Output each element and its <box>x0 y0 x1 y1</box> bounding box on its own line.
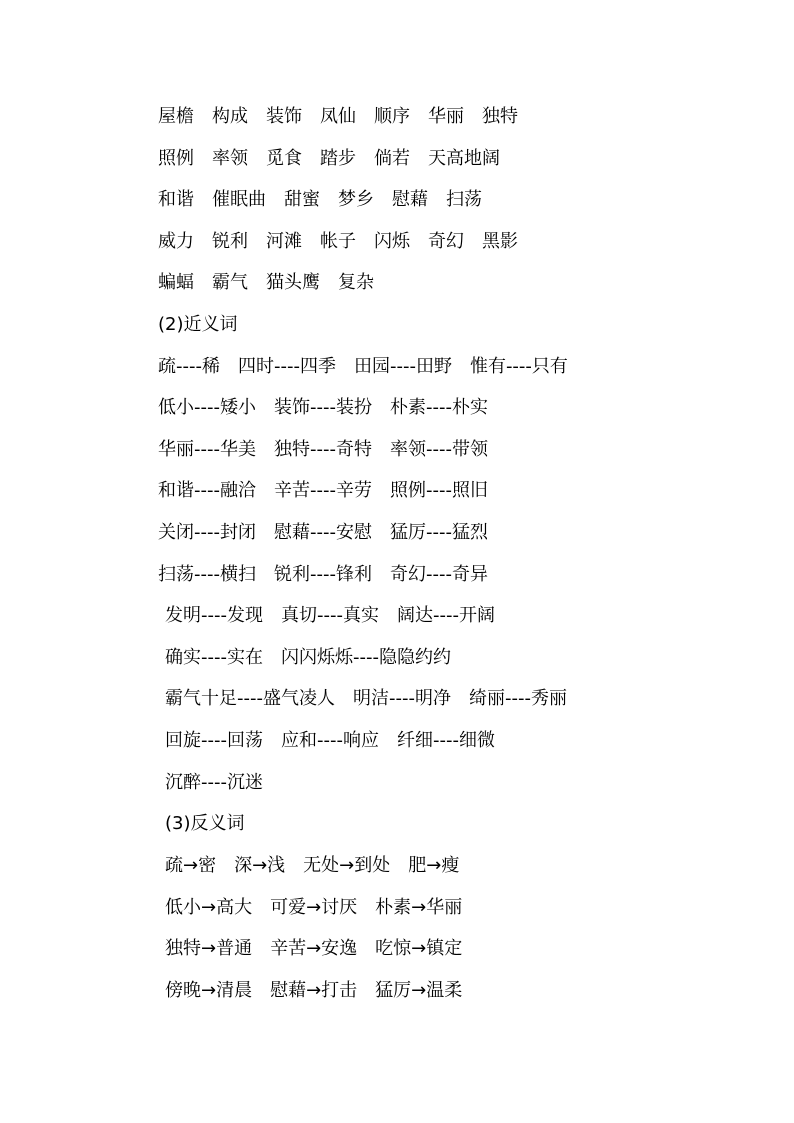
vocab-line: 蝙蝠 霸气 猫头鹰 复杂 <box>158 272 374 293</box>
antonym-line: 低小→高大 可爱→讨厌 朴素→华丽 <box>165 897 463 918</box>
synonym-line: 关闭----封闭 慰藉----安慰 猛厉----猛烈 <box>158 522 488 543</box>
vocab-line: 照例 率领 觅食 踏步 倘若 天高地阔 <box>158 148 500 169</box>
synonym-line: 疏----稀 四时----四季 田园----田野 惟有----只有 <box>158 356 568 377</box>
synonyms-heading: (2)近义词 <box>158 314 238 335</box>
synonym-line: 回旋----回荡 应和----响应 纤细----细微 <box>165 730 495 751</box>
synonym-line: 扫荡----横扫 锐利----锋利 奇幻----奇异 <box>158 564 488 585</box>
synonym-line: 低小----矮小 装饰----装扮 朴素----朴实 <box>158 397 488 418</box>
synonym-line: 确实----实在 闪闪烁烁----隐隐约约 <box>165 647 451 668</box>
vocab-line: 屋檐 构成 装饰 凤仙 顺序 华丽 独特 <box>158 106 518 127</box>
antonym-line: 独特→普通 辛苦→安逸 吃惊→镇定 <box>165 938 463 959</box>
antonym-line: 傍晚→清晨 慰藉→打击 猛厉→温柔 <box>165 980 463 1001</box>
vocab-line: 威力 锐利 河滩 帐子 闪烁 奇幻 黑影 <box>158 231 518 252</box>
synonym-line: 沉醉----沉迷 <box>165 772 263 793</box>
synonym-line: 和谐----融洽 辛苦----辛劳 照例----照旧 <box>158 480 488 501</box>
synonym-line: 发明----发现 真切----真实 阔达----开阔 <box>165 605 495 626</box>
synonym-line: 华丽----华美 独特----奇特 率领----带领 <box>158 439 488 460</box>
synonym-line: 霸气十足----盛气凌人 明洁----明净 绮丽----秀丽 <box>165 688 567 709</box>
antonym-line: 疏→密 深→浅 无处→到处 肥→瘦 <box>165 855 460 876</box>
antonyms-heading: (3)反义词 <box>165 813 245 834</box>
vocab-line: 和谐 催眠曲 甜蜜 梦乡 慰藉 扫荡 <box>158 189 482 210</box>
